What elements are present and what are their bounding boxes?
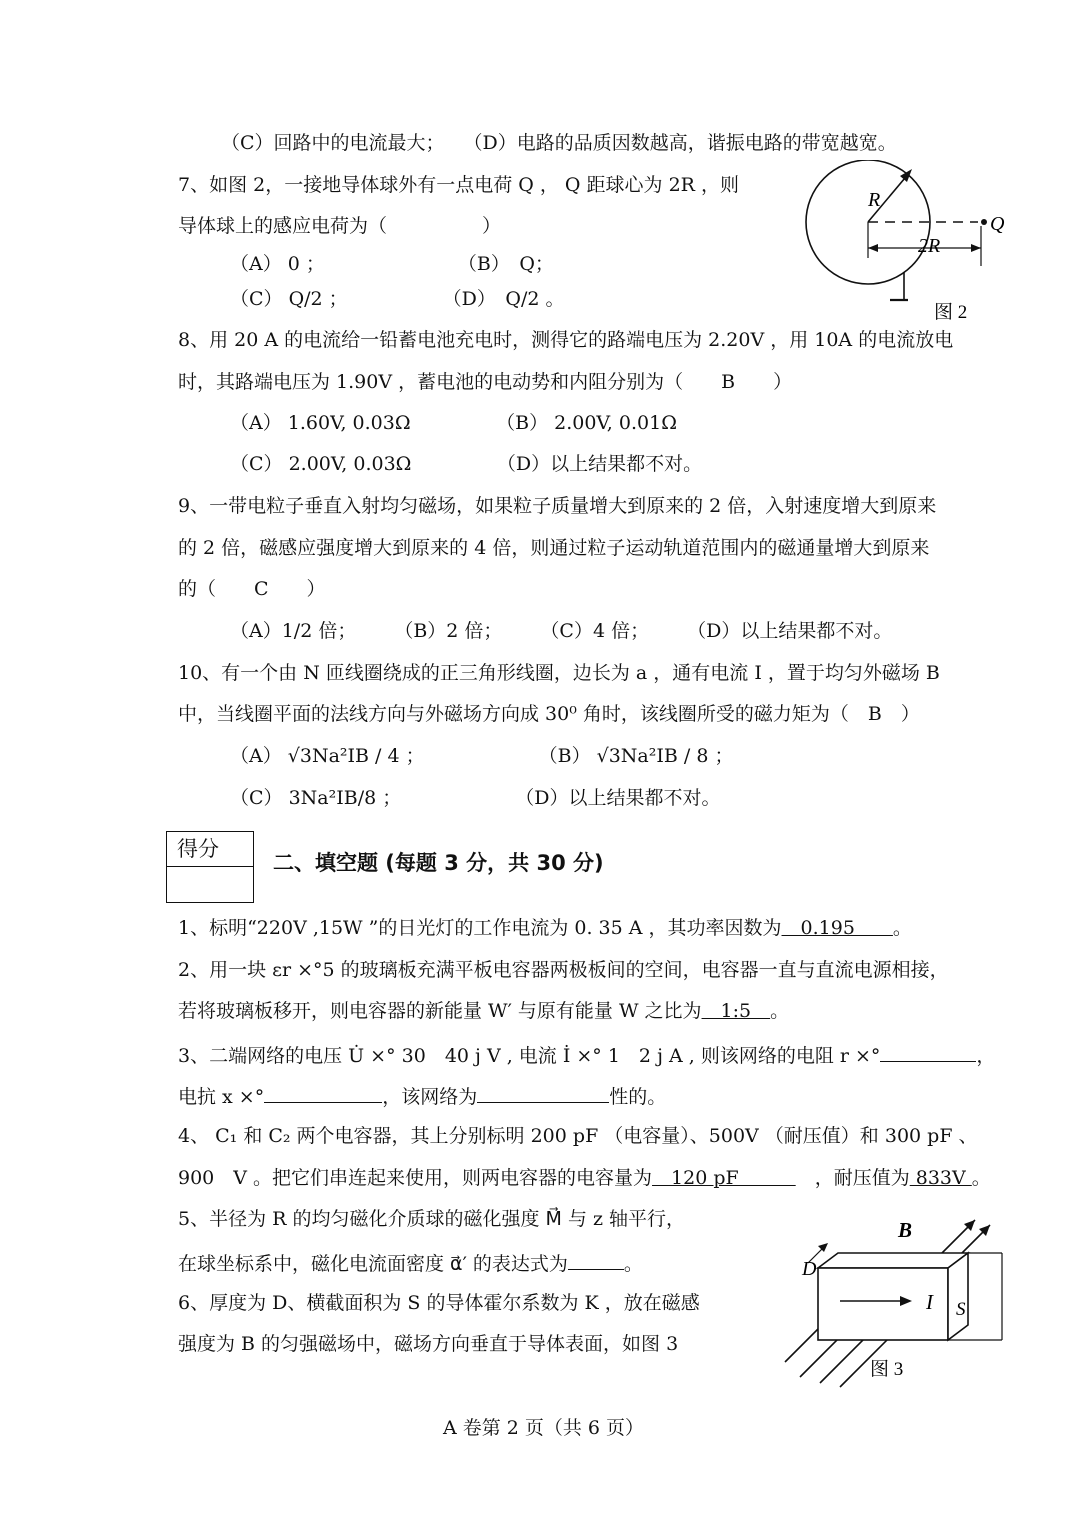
fill-2-line-1: 2、用一块 εr ×°5 的玻璃板充满平板电容器两极板间的空间，电容器一直与直流电源相接， <box>178 959 949 981</box>
fill-4-answer-capacitance: 120 pF <box>652 1167 796 1189</box>
fill-4-end: 。 <box>971 1167 991 1189</box>
q7-options-ab: （A） 0 ； （B） Q； <box>230 253 554 275</box>
figure-3 <box>780 1215 1040 1395</box>
fill-3-blank-r <box>880 1041 976 1062</box>
fill-4-line-2 <box>178 1166 991 1190</box>
slab-top-face <box>818 1253 968 1268</box>
fill-3-x-label: 电抗 x ×° <box>178 1086 265 1108</box>
q10-options-cd: （C） 3Na²IB/8 ； （D）以上结果都不对。 <box>230 787 721 809</box>
fill-4-mid: ，耐压值为 <box>795 1167 910 1189</box>
figure-3-caption: 图 3 <box>870 1359 904 1380</box>
fill-4-answer-voltage: 833V <box>909 1167 972 1189</box>
point-charge <box>981 219 987 225</box>
dim-D-arrowhead <box>818 1243 828 1252</box>
label-R: R <box>868 189 881 211</box>
fill-1 <box>178 916 912 940</box>
fill-6-line-1: 6、厚度为 D、横截面积为 S 的导体霍尔系数为 K ，放在磁感 <box>178 1292 700 1314</box>
fill-2-text: 若将玻璃板移开，则电容器的新能量 W′ 与原有能量 W 之比为 <box>178 1000 702 1022</box>
score-box <box>166 831 254 903</box>
fill-3-nature-label: ，该网络为 <box>382 1086 478 1108</box>
fill-2-answer: 1:5 <box>701 1000 771 1022</box>
page-footer: A 卷第 2 页（共 6 页） <box>442 1417 645 1439</box>
distance-arrowhead-left <box>868 244 878 252</box>
fill-5-line-2 <box>178 1249 643 1276</box>
q9-line-3: 的（ C ） <box>178 578 326 600</box>
q10-line-2: 中，当线圈平面的法线方向与外磁场方向成 30⁰ 角时，该线圈所受的磁力矩为（ B ） <box>178 703 920 725</box>
distance-arrowhead-right <box>971 244 981 252</box>
fill-3-blank-nature <box>477 1082 609 1103</box>
fill-4-line-1: 4、 C₁ 和 C₂ 两个电容器，其上分别标明 200 pF （电容量）、500V （耐压值）和 300 pF 、 <box>178 1125 978 1147</box>
fill-5-blank <box>568 1249 624 1270</box>
label-Q: Q <box>990 213 1005 235</box>
q7-line-2: 导体球上的感应电荷为（ ） <box>178 215 502 237</box>
q8-options-cd: （C） 2.00V, 0.03Ω （D）以上结果都不对。 <box>230 453 703 475</box>
section-title: 二、填空题 (每题 3 分，共 30 分) <box>273 851 604 875</box>
q9-line-1: 9、一带电粒子垂直入射均匀磁场，如果粒子质量增大到原来的 2 倍，入射速度增大到原来 <box>178 495 937 517</box>
fill-1-text: 1、标明“220V ,15W ”的日光灯的工作电流为 0. 35 A ，其功率因数为 <box>178 917 782 939</box>
q9-options: （A）1/2 倍； （B）2 倍； （C）4 倍； （D）以上结果都不对。 <box>230 620 893 642</box>
fill-5-end: 。 <box>623 1253 643 1275</box>
figure-2 <box>800 160 1030 350</box>
label-B: B <box>898 1218 913 1242</box>
q7-line-1: 7、如图 2，一接地导体球外有一点电荷 Q ， Q 距球心为 2R ，则 <box>178 174 740 196</box>
q8-options-ab: （A） 1.60V, 0.03Ω （B） 2.00V, 0.01Ω <box>230 412 677 434</box>
fill-5-text: 在球坐标系中，磁化电流面密度 α⃗′ 的表达式为 <box>178 1253 568 1275</box>
fill-3-end: 性的。 <box>609 1086 667 1108</box>
q9-line-2: 的 2 倍，磁感应强度增大到原来的 4 倍，则通过粒子运动轨道范围内的磁通量增大到原来 <box>178 537 930 559</box>
fill-3-line-2 <box>178 1082 666 1109</box>
q6-options-cd: （C）回路中的电流最大； （D）电路的品质因数越高，谐振电路的带宽越宽。 <box>221 132 897 154</box>
fill-2-end: 。 <box>770 1000 790 1022</box>
label-D: D <box>802 1258 817 1280</box>
fill-1-end: 。 <box>892 917 912 939</box>
label-I: I <box>926 1290 933 1314</box>
score-label: 得分 <box>177 837 219 861</box>
figure-2-caption: 图 2 <box>934 302 968 323</box>
q7-options-cd: （C） Q/2 ； （D） Q/2 。 <box>230 288 565 310</box>
slab-side-face <box>948 1253 968 1340</box>
label-2R: 2R <box>918 235 941 257</box>
fill-6-line-2: 强度为 B 的匀强磁场中，磁场方向垂直于导体表面，如图 3 <box>178 1333 679 1355</box>
score-box-divider <box>167 866 253 867</box>
fill-5-line-1: 5、半径为 R 的均匀磁化介质球的磁化强度 M⃗ 与 z 轴平行， <box>178 1208 686 1230</box>
q8-line-1: 8、用 20 A 的电流给一铅蓄电池充电时，测得它的路端电压为 2.20V ，用 10A 的电流放电 <box>178 329 954 351</box>
label-S: S <box>956 1299 966 1320</box>
fill-3-blank-x <box>264 1082 382 1103</box>
fill-2-line-2 <box>178 999 789 1023</box>
fill-3-line-1: 3、二端网络的电压 U̇ ×° 30 40 j V , 电流 İ ×° 1 2 j A , 则该网络的电阻 r ×° ， <box>178 1041 995 1068</box>
q10-line-1: 10、有一个由 N 匝线圈绕成的正三角形线圈，边长为 a ，通有电流 I ，置于均匀外磁场 B <box>178 662 940 684</box>
fill-3-text: 3、二端网络的电压 U̇ ×° 30 40 j V , 电流 İ ×° 1 2 j A , 则该网络的电阻 r ×° <box>178 1045 881 1067</box>
fill-1-answer: 0.195 <box>781 917 893 939</box>
fill-4-text: 900 V 。把它们串连起来使用，则两电容器的电容量为 <box>178 1167 653 1189</box>
q8-line-2: 时，其路端电压为 1.90V ，蓄电池的电动势和内阻分别为（ B ） <box>178 371 793 393</box>
q10-options-ab: （A） √3Na²IB / 4 ； （B） √3Na²IB / 8 ； <box>230 745 734 767</box>
